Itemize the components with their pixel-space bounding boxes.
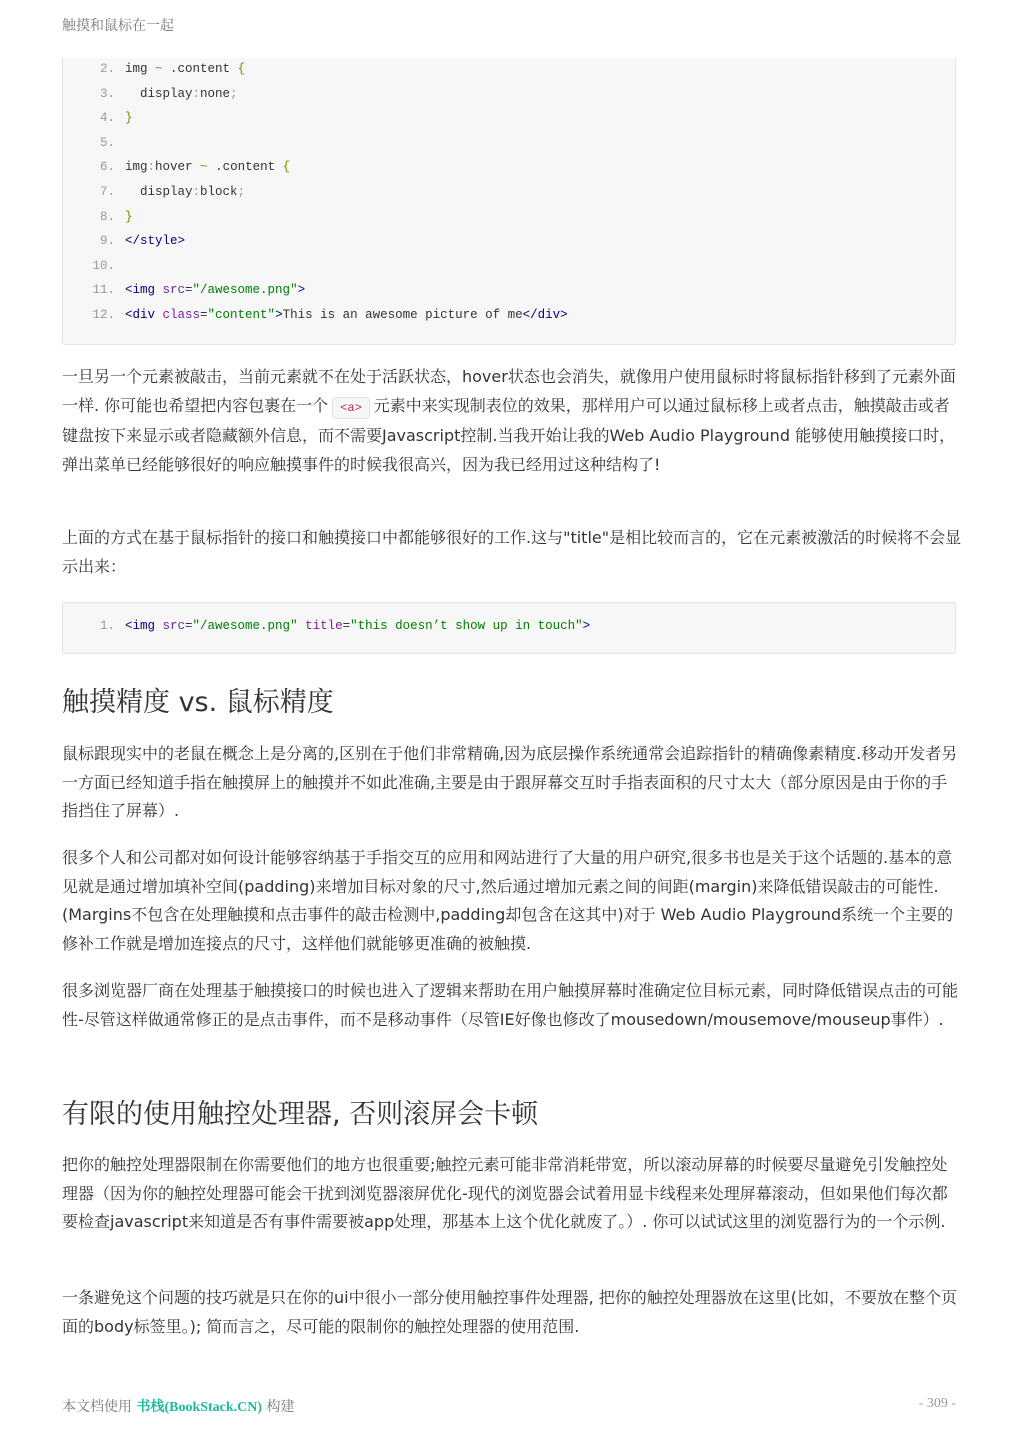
code-text: <img src="/awesome.png" title="this doesn’t show up in touch"> (125, 619, 591, 633)
code-line (63, 231, 955, 251)
code-block-css (62, 58, 956, 345)
line-number: 2. (99, 62, 115, 76)
code-text: img ~ .content { (125, 62, 246, 76)
line-number: 7. (99, 185, 115, 199)
bookstack-link[interactable]: 书栈(BookStack.CN) (136, 1400, 263, 1415)
line-number: 5. (99, 135, 115, 150)
code-text: display:block; (125, 185, 246, 199)
code-line (63, 182, 955, 202)
code-line (63, 84, 955, 104)
code-text: display:none; (125, 86, 238, 101)
line-number: 10. (92, 258, 115, 273)
line-number: 3. (99, 86, 115, 101)
line-number: 1. (99, 619, 115, 633)
footer-credit (62, 1396, 295, 1416)
code-line (63, 157, 955, 177)
code-line (63, 133, 955, 153)
paragraph-title-comparison: 上面的方式在基于鼠标指针的接口和触摸接口中都能够很好的工作.这与"title"是相比较而言的，它在元素被激活的时候将不会显示出来： (62, 528, 962, 576)
running-header: 触摸和鼠标在一起 (62, 18, 174, 34)
code-text: } (125, 209, 133, 224)
paragraph-avoid-problem-tip: 一条避免这个问题的技巧就是只在你的ui中很小一部分使用触控事件处理器, 把你的触控处理器放在这里(比如，不要放在整个页面的body标签里。); 简而言之，尽可能的限制你的触控处理器的使用范围. (62, 1288, 958, 1336)
paragraph-user-research: 很多个人和公司都对如何设计能够容纳基于手指交互的应用和网站进行了大量的用户研究,很多书也是关于这个话题的.基本的意见就是通过增加填补空间(padding)来增加目标对象的尺寸,然后通过增加元素之间的间距(margin)来降低错误敲击的可能性.(Margins不包含在处理触摸和点击事件的敲击检测中,padding却包含在这其中)对于 Web Audio Playground系统一个主要的修补工作就是增加连接点的尺寸，这样他们就能够更准确的被触摸. (62, 848, 954, 953)
paragraph-hover-tap (62, 363, 962, 479)
line-number: 12. (92, 308, 115, 322)
heading-limit-touch-handlers: 有限的使用触控处理器, 否则滚屏会卡顿 (62, 1099, 539, 1130)
line-number: 9. (99, 234, 115, 249)
paragraph-restrict-handlers: 把你的触控处理器限制在你需要他们的地方也很重要;触控元素可能非常消耗带宽，所以滚动屏幕的时候要尽量避免引发触控处理器（因为你的触控处理器可能会干扰到浏览器滚屏优化-现代的浏览器会试着用显卡线程来处理屏幕滚动，但如果他们每次都要检查javascript来知道是否有事件需要被app处理，那基本上这个优化就废了。）. 你可以试试这里的浏览器行为的一个示例. (62, 1155, 948, 1231)
code-line (63, 305, 955, 325)
line-number: 6. (99, 160, 115, 175)
code-line (63, 59, 955, 79)
footer-suffix: 构建 (266, 1399, 295, 1415)
inline-code-anchor: <a> (332, 397, 370, 419)
footer-prefix: 本文档使用 (62, 1399, 132, 1415)
heading-touch-precision: 触摸精度 vs. 鼠标精度 (62, 687, 334, 718)
code-line (63, 616, 955, 636)
code-line (63, 207, 955, 227)
code-line (63, 280, 955, 300)
code-block-img-title (62, 602, 956, 654)
code-line (63, 108, 955, 128)
code-text: <div class="content">This is an awesome picture of me</div> (125, 308, 568, 322)
paragraph-mouse-precision: 鼠标跟现实中的老鼠在概念上是分离的,区别在于他们非常精确,因为底层操作系统通常会追踪指针的精确像素精度.移动开发者另一方面已经知道手指在触摸屏上的触摸并不如此准确,主要是由于跟屏幕交互时手指表面积的尺寸太大（部分原因是由于你的手指挡住了屏幕）. (62, 744, 958, 820)
line-number: 4. (99, 111, 115, 126)
paragraph-browser-vendors: 很多浏览器厂商在处理基于触摸接口的时候也进入了逻辑来帮助在用户触摸屏幕时准确定位目标元素，同时降低错误点击的可能性-尽管这样做通常修正的是点击事件，而不是移动事件（尽管IE好像也修改了mousedown/mousemove/mouseup事件）. (62, 981, 959, 1029)
code-text: img:hover ~ .content { (125, 160, 291, 175)
code-line (63, 256, 955, 276)
line-number: 8. (99, 209, 115, 224)
page-number: - 309 - (918, 1396, 956, 1411)
code-text: } (125, 111, 133, 126)
line-number: 11. (92, 283, 115, 298)
paragraph-text: 元素中来实现制表位的效果，那样用户可以通过鼠标移上或者点击，触摸敲击或者键盘按下来显示或者隐藏额外信息，而不需要Javascript控制.当我开始让我的Web Audio Playground 能够使用触摸接口时，弹出菜单已经能够很好的响应触摸事件的时候我很高兴，因为我已经用过这种结构了! (62, 395, 956, 474)
code-text: <img src="/awesome.png"> (125, 283, 306, 298)
paragraph-text: 一旦另一个元素被敲击，当前元素就不在处于活跃状态，hover状态也会消失，就像用户使用鼠标时将鼠标指针移到了元素外面一样. 你可能也希望把内容包裹在一个 (62, 367, 956, 415)
code-text: </style> (125, 234, 186, 249)
